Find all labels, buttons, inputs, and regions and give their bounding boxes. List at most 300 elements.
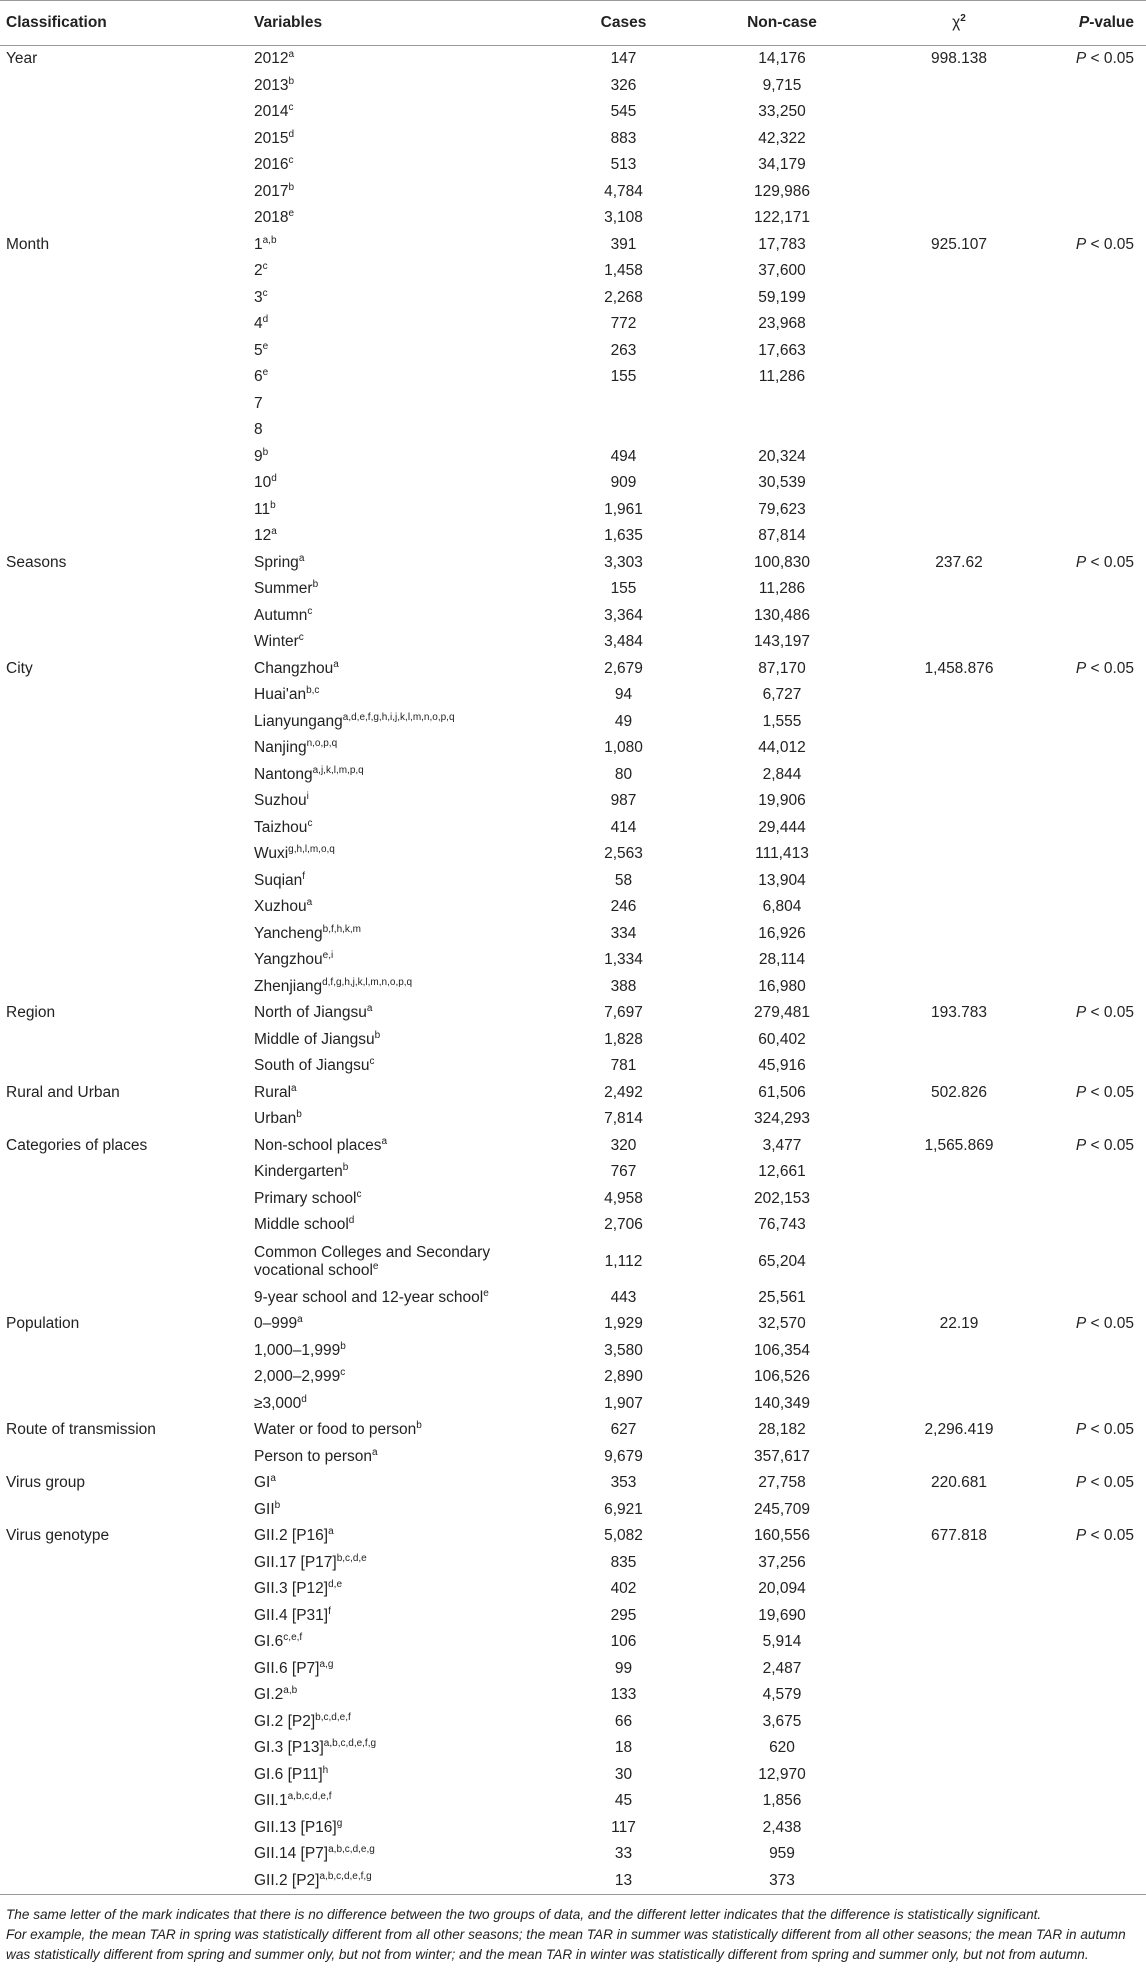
variable-cell xyxy=(238,152,566,179)
pvalue-p: P xyxy=(1075,553,1087,571)
classification-cell xyxy=(0,1444,238,1471)
significance-marks: b xyxy=(262,446,269,458)
classification-cell xyxy=(0,603,238,630)
cases-cell: 5,082 xyxy=(604,1527,643,1545)
pvalue-cell xyxy=(1035,629,1146,656)
significance-marks: b xyxy=(274,1499,281,1511)
pvalue-p: P xyxy=(1075,1474,1087,1492)
pvalue-cell xyxy=(1035,497,1146,524)
table-row xyxy=(0,1603,1146,1630)
noncase-cell: 100,830 xyxy=(753,553,811,571)
significance-marks: a,b,c,d,e,f,g xyxy=(323,1738,377,1750)
cases-cell: 66 xyxy=(614,1712,633,1730)
variable-cell xyxy=(238,1053,566,1080)
cases-cell: 106 xyxy=(610,1633,637,1651)
variable-label: 8 xyxy=(254,421,263,439)
table-row xyxy=(0,868,1146,895)
chi-square-cell xyxy=(883,1391,1035,1418)
pvalue-cell xyxy=(1035,1603,1146,1630)
pvalue-cell xyxy=(1035,1000,1146,1027)
noncase-cell: 17,783 xyxy=(758,235,806,253)
variable-label: 2,000–2,999 xyxy=(254,1368,341,1386)
chi-square-cell xyxy=(883,1212,1035,1239)
table-row xyxy=(0,179,1146,206)
variable-label: 1,000–1,999 xyxy=(254,1341,341,1359)
significance-marks: a,b,c,d,e,f,g xyxy=(319,1870,372,1882)
variable-label: 3 xyxy=(254,288,263,306)
chi-square-cell xyxy=(883,179,1035,206)
variable-label: GI.3 [P13] xyxy=(254,1739,324,1757)
pvalue-cell xyxy=(1035,1027,1146,1054)
noncase-cell: 32,570 xyxy=(758,1315,806,1333)
variable-label: 10 xyxy=(254,474,272,492)
chi-square-cell xyxy=(883,205,1035,232)
noncase-cell: 61,506 xyxy=(758,1083,806,1101)
noncase-cell: 59,199 xyxy=(758,288,806,306)
table-row xyxy=(0,232,1146,259)
cases-cell: 1,929 xyxy=(604,1315,643,1333)
noncase-cell: 1,555 xyxy=(762,712,802,730)
noncase-cell: 111,413 xyxy=(755,845,809,863)
chi-square-cell: 502.826 xyxy=(930,1083,988,1101)
classification-cell xyxy=(0,99,238,126)
variable-cell xyxy=(238,1815,566,1842)
table-row xyxy=(0,894,1146,921)
significance-marks: a xyxy=(291,1082,297,1094)
classification-cell xyxy=(0,1815,238,1842)
significance-marks: c xyxy=(307,605,313,617)
noncase-cell: 122,171 xyxy=(753,209,811,227)
table-row xyxy=(0,152,1146,179)
table-row xyxy=(0,1239,1146,1285)
variable-label: Suqian xyxy=(254,871,303,889)
noncase-cell: 373 xyxy=(769,1871,795,1889)
variable-cell xyxy=(238,921,566,948)
chi-square-cell: 193.783 xyxy=(930,1004,988,1022)
chi-square-cell xyxy=(883,603,1035,630)
pvalue-cell xyxy=(1035,1550,1146,1577)
variable-label: 2017 xyxy=(254,182,289,200)
pvalue-cell xyxy=(1035,470,1146,497)
classification-cell xyxy=(0,762,238,789)
significance-marks: b xyxy=(342,1162,349,1174)
pvalue-suffix: -value xyxy=(1089,14,1134,31)
significance-marks: c xyxy=(298,632,304,644)
chi-square-cell xyxy=(883,1239,1035,1285)
variable-label: Lianyungang xyxy=(254,712,343,730)
classification-cell: Year xyxy=(6,50,38,68)
chi-square-cell xyxy=(883,258,1035,285)
variable-cell xyxy=(238,258,566,285)
table-row xyxy=(0,497,1146,524)
chi-square-cell: 237.62 xyxy=(935,553,983,571)
significance-marks: a xyxy=(366,1003,373,1015)
table-row xyxy=(0,1868,1146,1895)
variable-cell xyxy=(238,338,566,365)
variable-label: Kindergarten xyxy=(254,1163,343,1181)
significance-marks: c xyxy=(369,1056,375,1068)
chi-square-cell xyxy=(883,364,1035,391)
noncase-cell: 143,197 xyxy=(753,633,811,651)
significance-marks: a xyxy=(333,658,339,670)
significance-marks: a,g xyxy=(319,1658,334,1670)
cases-cell: 494 xyxy=(610,447,637,465)
chi-square-cell xyxy=(883,841,1035,868)
significance-marks: d,f,g,h,j,k,l,m,n,o,p,q xyxy=(322,976,413,988)
noncase-cell: 5,914 xyxy=(762,1633,802,1651)
significance-marks: b xyxy=(374,1029,381,1041)
table-row xyxy=(0,1815,1146,1842)
significance-marks: f xyxy=(328,1605,331,1617)
classification-cell xyxy=(0,364,238,391)
noncase-cell: 140,349 xyxy=(753,1394,811,1412)
variable-label: 9-year school and 12-year school xyxy=(254,1288,484,1306)
table-row xyxy=(0,258,1146,285)
noncase-cell: 14,176 xyxy=(758,50,806,68)
chi-square-cell xyxy=(883,709,1035,736)
chi-square-cell xyxy=(883,1682,1035,1709)
noncase-cell: 3,675 xyxy=(762,1712,802,1730)
cases-cell: 9,679 xyxy=(604,1447,643,1465)
noncase-cell: 29,444 xyxy=(758,818,806,836)
chi-square-cell xyxy=(883,629,1035,656)
chi-square-cell: 925.107 xyxy=(930,235,988,253)
significance-marks: d xyxy=(271,473,277,485)
significance-marks: a xyxy=(381,1135,388,1147)
classification-cell xyxy=(0,576,238,603)
pvalue-cell xyxy=(1035,1239,1146,1285)
pvalue-cell xyxy=(1035,444,1146,471)
chi-square-cell xyxy=(883,152,1035,179)
variable-label: Primary school xyxy=(254,1189,357,1207)
variable-cell xyxy=(238,947,566,974)
classification-cell xyxy=(0,947,238,974)
variable-cell xyxy=(238,868,566,895)
noncase-cell: 44,012 xyxy=(758,739,806,757)
chi-square-cell xyxy=(883,1576,1035,1603)
noncase-cell: 160,556 xyxy=(753,1527,811,1545)
variable-cell xyxy=(238,1497,566,1524)
variable-cell xyxy=(238,1841,566,1868)
significance-marks: e,i xyxy=(322,950,334,962)
variable-label: Rural xyxy=(254,1083,292,1101)
cases-cell: 3,580 xyxy=(604,1341,643,1359)
table-row xyxy=(0,921,1146,948)
cases-cell: 2,890 xyxy=(604,1368,643,1386)
chi-square-cell xyxy=(883,73,1035,100)
classification-cell xyxy=(0,497,238,524)
variable-label: GI.2 [P2] xyxy=(254,1712,316,1730)
noncase-cell: 16,980 xyxy=(758,977,806,995)
variable-label: Changzhou xyxy=(254,659,334,677)
classification-cell xyxy=(0,1212,238,1239)
variable-cell xyxy=(238,1239,566,1285)
classification-cell xyxy=(0,1497,238,1524)
significance-marks: a xyxy=(298,552,305,564)
table-row xyxy=(0,1417,1146,1444)
classification-cell xyxy=(0,179,238,206)
classification-cell xyxy=(0,921,238,948)
variable-label: Yangzhou xyxy=(254,951,323,969)
classification-cell xyxy=(0,73,238,100)
classification-cell xyxy=(0,258,238,285)
chi-square-cell xyxy=(883,1815,1035,1842)
noncase-cell: 130,486 xyxy=(753,606,811,624)
pvalue-p: P xyxy=(1075,1136,1087,1154)
classification-cell xyxy=(0,1027,238,1054)
cases-cell: 781 xyxy=(610,1057,637,1075)
significance-marks: n,o,p,q xyxy=(306,738,338,750)
classification-cell xyxy=(0,1285,238,1312)
table-row xyxy=(0,1735,1146,1762)
variable-label: 1 xyxy=(254,235,263,253)
cases-cell: 388 xyxy=(610,977,637,995)
table-row xyxy=(0,788,1146,815)
pvalue-cell xyxy=(1035,1682,1146,1709)
variable-label: GII.2 [P16] xyxy=(254,1527,329,1545)
pvalue-cell xyxy=(1035,258,1146,285)
cases-cell: 545 xyxy=(610,103,637,121)
cases-cell: 263 xyxy=(610,341,637,359)
significance-marks: c xyxy=(307,817,313,829)
pvalue-p: P xyxy=(1075,235,1087,253)
cases-cell: 6,921 xyxy=(604,1500,643,1518)
cases-cell: 772 xyxy=(610,315,637,333)
variable-cell xyxy=(238,1709,566,1736)
pvalue-cell xyxy=(1035,709,1146,736)
pvalue-cell xyxy=(1035,1106,1146,1133)
table-row xyxy=(0,603,1146,630)
pvalue-p: P xyxy=(1075,1527,1087,1545)
classification-cell xyxy=(0,1788,238,1815)
table-row xyxy=(0,735,1146,762)
variable-cell xyxy=(238,1523,566,1550)
noncase-cell: 37,256 xyxy=(758,1553,806,1571)
pvalue-cell xyxy=(1035,73,1146,100)
table-row xyxy=(0,550,1146,577)
header-pvalue xyxy=(1035,1,1146,46)
chi-square-cell xyxy=(883,815,1035,842)
significance-marks: b xyxy=(312,579,319,591)
classification-cell xyxy=(0,841,238,868)
pvalue-threshold: < 0.05 xyxy=(1086,659,1134,677)
table-row xyxy=(0,1523,1146,1550)
cases-cell: 2,268 xyxy=(604,288,643,306)
cases-cell: 909 xyxy=(610,474,637,492)
header-cases: Cases xyxy=(600,14,647,31)
chi-square-cell xyxy=(883,1550,1035,1577)
significance-marks: a,b,c,d,e,g xyxy=(328,1844,375,1856)
variable-cell xyxy=(238,417,566,444)
cases-cell: 45 xyxy=(614,1792,633,1810)
pvalue-cell xyxy=(1035,1053,1146,1080)
classification-cell xyxy=(0,1603,238,1630)
pvalue-threshold: < 0.05 xyxy=(1086,553,1134,571)
pvalue-cell xyxy=(1035,1788,1146,1815)
classification-cell: Seasons xyxy=(6,553,67,571)
pvalue-cell xyxy=(1035,1841,1146,1868)
significance-marks: b xyxy=(270,499,276,511)
significance-marks: d xyxy=(288,128,295,140)
variable-label: GII.1 xyxy=(254,1792,288,1810)
noncase-cell: 4,579 xyxy=(762,1686,802,1704)
variable-cell xyxy=(238,1762,566,1789)
variable-label: GII.14 [P7] xyxy=(254,1845,329,1863)
pvalue-threshold: < 0.05 xyxy=(1086,1527,1134,1545)
variable-cell xyxy=(238,1000,566,1027)
classification-cell xyxy=(0,1682,238,1709)
significance-marks: b xyxy=(288,75,295,87)
cases-cell: 513 xyxy=(610,156,637,174)
pvalue-threshold: < 0.05 xyxy=(1086,1315,1134,1333)
chi-square-cell xyxy=(883,523,1035,550)
significance-marks: a xyxy=(288,49,295,61)
chi-square-cell xyxy=(883,1285,1035,1312)
significance-marks: a xyxy=(372,1446,378,1458)
table-row xyxy=(0,1470,1146,1497)
pvalue-cell xyxy=(1035,1470,1146,1497)
chi-square-cell: 998.138 xyxy=(930,50,988,68)
classification-cell xyxy=(0,1338,238,1365)
pvalue-cell xyxy=(1035,1311,1146,1338)
significance-marks: b,c,d,e xyxy=(336,1552,367,1564)
noncase-cell: 45,916 xyxy=(758,1057,806,1075)
classification-cell xyxy=(0,1550,238,1577)
cases-cell: 402 xyxy=(610,1580,637,1598)
variable-cell xyxy=(238,497,566,524)
chi-square-cell xyxy=(883,788,1035,815)
noncase-cell: 2,487 xyxy=(762,1659,802,1677)
pvalue-p: P xyxy=(1075,1083,1087,1101)
significance-marks: b xyxy=(416,1420,422,1432)
table-row xyxy=(0,391,1146,418)
classification-cell xyxy=(0,285,238,312)
cases-cell: 147 xyxy=(610,50,637,68)
noncase-cell: 20,324 xyxy=(758,447,806,465)
classification-cell xyxy=(0,1364,238,1391)
cases-cell: 883 xyxy=(610,129,637,147)
cases-cell: 3,484 xyxy=(604,633,643,651)
variable-label: Common Colleges and Secondary vocational school xyxy=(254,1243,491,1279)
classification-cell xyxy=(0,444,238,471)
noncase-cell: 25,561 xyxy=(758,1288,806,1306)
variable-cell xyxy=(238,311,566,338)
chi-square-cell xyxy=(883,868,1035,895)
variable-cell xyxy=(238,550,566,577)
significance-marks: e xyxy=(262,340,269,352)
cases-cell: 133 xyxy=(610,1686,637,1704)
chi-square-cell xyxy=(883,735,1035,762)
table-row xyxy=(0,947,1146,974)
variable-cell xyxy=(238,815,566,842)
noncase-cell: 42,322 xyxy=(758,129,806,147)
cases-cell: 1,080 xyxy=(604,739,643,757)
significance-marks: e xyxy=(372,1260,379,1272)
pvalue-cell xyxy=(1035,205,1146,232)
significance-marks: c xyxy=(262,261,268,273)
variable-label: GII.17 [P17] xyxy=(254,1553,337,1571)
classification-cell xyxy=(0,1159,238,1186)
noncase-cell: 28,182 xyxy=(758,1421,806,1439)
pvalue-cell xyxy=(1035,921,1146,948)
variable-label: 2016 xyxy=(254,156,289,174)
significance-marks: g,h,l,m,o,q xyxy=(288,844,335,856)
cases-cell: 30 xyxy=(614,1765,633,1783)
classification-cell xyxy=(0,1391,238,1418)
table-row xyxy=(0,1762,1146,1789)
noncase-cell: 33,250 xyxy=(758,103,806,121)
significance-marks: e xyxy=(288,208,295,220)
variable-cell xyxy=(238,470,566,497)
chi-square-cell xyxy=(883,1841,1035,1868)
classification-cell: Population xyxy=(6,1315,80,1333)
table-row xyxy=(0,1080,1146,1107)
table-row xyxy=(0,126,1146,153)
pvalue-p: P xyxy=(1075,1004,1087,1022)
chi-square-cell: 677.818 xyxy=(930,1527,988,1545)
pvalue-cell xyxy=(1035,99,1146,126)
classification-cell xyxy=(0,1576,238,1603)
noncase-cell: 106,526 xyxy=(753,1368,811,1386)
table-row xyxy=(0,656,1146,683)
classification-cell: Virus group xyxy=(6,1474,85,1492)
pvalue-cell xyxy=(1035,576,1146,603)
pvalue-p: P xyxy=(1075,1421,1087,1439)
cases-cell: 320 xyxy=(610,1136,637,1154)
pvalue-cell xyxy=(1035,815,1146,842)
variable-label: 2015 xyxy=(254,129,289,147)
chi-square-cell xyxy=(883,311,1035,338)
header-classification: Classification xyxy=(6,14,107,31)
chi-square-cell xyxy=(883,1788,1035,1815)
variable-cell xyxy=(238,1603,566,1630)
significance-marks: b xyxy=(340,1340,346,1352)
pvalue-cell xyxy=(1035,364,1146,391)
noncase-cell: 23,968 xyxy=(758,315,806,333)
variable-cell xyxy=(238,1159,566,1186)
table-row xyxy=(0,1133,1146,1160)
cases-cell: 18 xyxy=(614,1739,633,1757)
chi-square-cell xyxy=(883,921,1035,948)
cases-cell: 3,364 xyxy=(604,606,643,624)
cases-cell: 99 xyxy=(614,1659,633,1677)
variable-cell xyxy=(238,629,566,656)
variable-label: Xuzhou xyxy=(254,898,307,916)
variable-label: 4 xyxy=(254,315,263,333)
noncase-cell: 28,114 xyxy=(758,951,806,969)
footnote-line-1: The same letter of the mark indicates that there is no difference between the two groups of data, and the different letter indicates that the difference is statistically significant. xyxy=(6,1907,1042,1922)
chi-square-cell xyxy=(883,1735,1035,1762)
chi-square-cell: 2,296.419 xyxy=(924,1421,994,1439)
pvalue-cell xyxy=(1035,1868,1146,1895)
classification-cell xyxy=(0,523,238,550)
pvalue-threshold: < 0.05 xyxy=(1086,1136,1134,1154)
noncase-cell: 11,286 xyxy=(758,580,806,598)
pvalue-cell xyxy=(1035,1080,1146,1107)
variable-cell xyxy=(238,1629,566,1656)
variable-cell xyxy=(238,285,566,312)
variable-label: GI.2 xyxy=(254,1686,284,1704)
pvalue-cell xyxy=(1035,391,1146,418)
cases-cell: 326 xyxy=(610,76,637,94)
noncase-cell: 27,758 xyxy=(758,1474,806,1492)
table-row xyxy=(0,205,1146,232)
chi-square-cell xyxy=(883,576,1035,603)
noncase-cell: 87,814 xyxy=(758,527,806,545)
classification-cell: Categories of places xyxy=(6,1136,148,1154)
noncase-cell: 2,438 xyxy=(762,1818,802,1836)
significance-marks: d xyxy=(348,1215,355,1227)
